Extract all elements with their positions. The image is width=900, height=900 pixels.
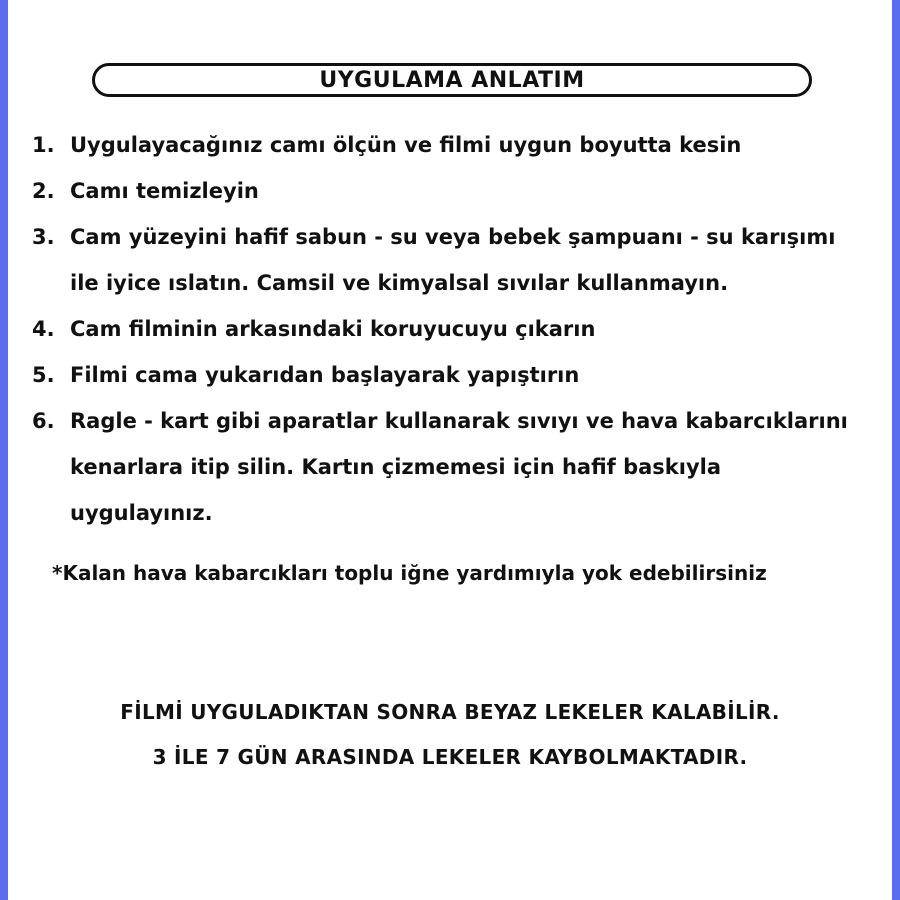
step-text: Cam filminin arkasındaki koruyucuyu çıkarın [70,317,596,341]
step-item [32,352,882,398]
step-number: 4. [32,317,55,341]
step-text: Camı temizleyin [70,179,259,203]
page-title: UYGULAMA ANLATIM [319,67,585,93]
warning-line-2: 3 İLE 7 GÜN ARASINDA LEKELER KAYBOLMAKTADIR. [152,745,748,769]
step-text: Filmi cama yukarıdan başlayarak yapıştırın [70,363,580,387]
step-item [32,122,882,168]
title-banner [92,63,812,97]
step-number: 6. [32,409,55,433]
step-text: Cam yüzeyini hafif sabun - su veya bebek şampuanı - su karışımı ile iyice ıslatın. Camsil ve kimyalsal sıvılar kullanmayın. [70,225,836,295]
step-item [32,214,882,306]
step-item [32,306,882,352]
step-number: 3. [32,225,55,249]
step-number: 1. [32,133,55,157]
warning-line-1: FİLMİ UYGULADIKTAN SONRA BEYAZ LEKELER KALABİLİR. [120,700,780,724]
step-number: 5. [32,363,55,387]
step-number: 2. [32,179,55,203]
step-text: Uygulayacağınız camı ölçün ve filmi uygun boyutta kesin [70,133,742,157]
step-item [32,168,882,214]
instruction-list [32,122,882,536]
tip-note: *Kalan hava kabarcıkları toplu iğne yardımıyla yok edebilirsiniz [52,561,767,585]
warning-block [0,690,900,780]
step-text: Ragle - kart gibi aparatlar kullanarak sıvıyı ve hava kabarcıklarını kenarlara itip silin. Kartın çizmemesi için hafif baskıyla uygulayınız. [70,409,848,525]
step-item [32,398,882,536]
